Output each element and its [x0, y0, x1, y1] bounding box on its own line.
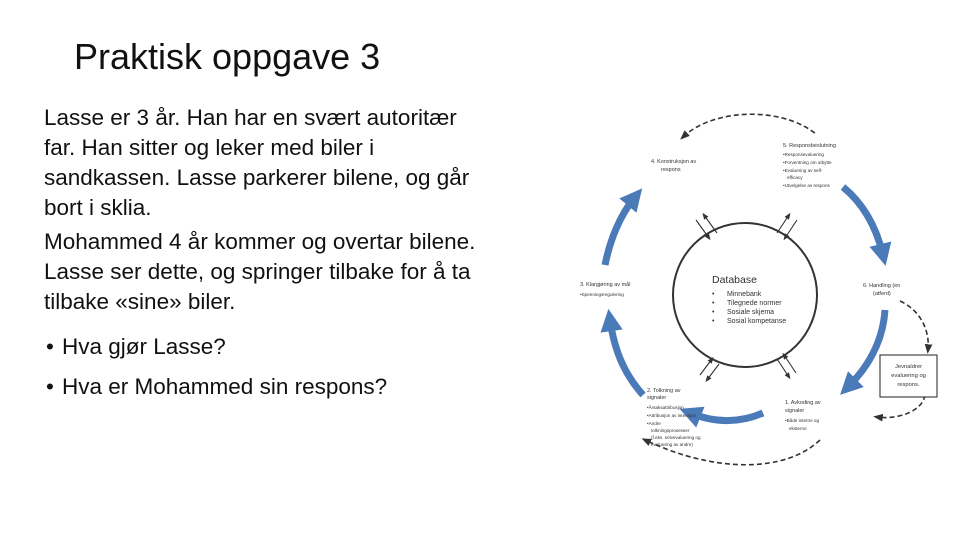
database-bullet: • — [712, 309, 715, 316]
database-bullet: • — [712, 300, 715, 307]
svg-text:respons: respons — [661, 167, 681, 173]
svg-text:evaluering av andre): evaluering av andre) — [651, 442, 693, 447]
slide-title: Praktisk oppgave 3 — [74, 36, 381, 77]
svg-text:eksterne: eksterne — [789, 426, 807, 431]
database-bullet: • — [712, 318, 715, 325]
svg-text:•Evaluering av self-: •Evaluering av self- — [783, 168, 823, 173]
step-5-label — [783, 143, 836, 188]
svg-text:4. Konstruksjon av: 4. Konstruksjon av — [651, 159, 697, 165]
cycle-arrow-top-left — [605, 197, 635, 265]
database-item: Sosiale skjema — [727, 309, 775, 316]
social-information-processing-diagram — [565, 105, 950, 475]
svg-text:1. Avkoding av: 1. Avkoding av — [785, 400, 821, 406]
dashed-loop-top — [683, 114, 817, 137]
database-title: Database — [712, 274, 757, 286]
slide-body — [44, 103, 494, 407]
paragraph-scenario: Lasse er 3 år. Han har en svært autoritær far. Han sitter og leker med biler i sandkassen. Lasse parkerer bilene, og går bort i sklia. — [44, 105, 470, 220]
svg-text:signaler: signaler — [785, 408, 805, 414]
database-item: Sosial kompetanse — [727, 318, 787, 325]
svg-text:signaler: signaler — [647, 395, 667, 401]
dashed-loop-right-out — [900, 301, 928, 350]
svg-text:Jevnaldrer: Jevnaldrer — [894, 364, 923, 370]
dashed-loop-right-in — [877, 395, 925, 418]
svg-text:(atferd): (atferd) — [873, 291, 891, 297]
svg-text:•Årsaksattribusjon: •Årsaksattribusjon — [647, 405, 684, 410]
svg-text:(f.eks. selvevaluering og: (f.eks. selvevaluering og — [651, 435, 701, 440]
step-3-label — [580, 281, 630, 297]
svg-text:•Forventning om utbytte: •Forventning om utbytte — [783, 160, 832, 165]
svg-text:•Utvelgelse av respons: •Utvelgelse av respons — [783, 183, 830, 188]
question-text: Hva gjør Lasse? — [62, 334, 226, 359]
svg-text:•Spenningsregulering: •Spenningsregulering — [580, 292, 624, 297]
database-item: Tilegnede normer — [727, 300, 782, 307]
cycle-arrow-bottom — [690, 413, 763, 421]
question-text: Hva er Mohammed sin respons? — [62, 374, 388, 399]
svg-text:evaluering og: evaluering og — [891, 373, 926, 379]
inner-arrows-bottom-left — [700, 359, 719, 380]
svg-text:•Andre: •Andre — [647, 421, 661, 426]
bullet-icon: • — [46, 374, 54, 399]
svg-text:•Attribusjon av intensjon: •Attribusjon av intensjon — [647, 413, 697, 418]
svg-text:respons.: respons. — [897, 382, 920, 388]
bullet-icon: • — [46, 334, 54, 359]
svg-text:efficacy: efficacy — [787, 175, 803, 180]
cycle-arrow-top-right — [843, 187, 883, 255]
svg-text:6. Handling (en: 6. Handling (en — [863, 283, 901, 289]
database-item: Minnebank — [727, 291, 762, 298]
svg-text:tolkningsprosesser: tolkningsprosesser — [651, 428, 690, 433]
svg-text:2. Tolkning av: 2. Tolkning av — [647, 388, 681, 394]
question-item — [44, 327, 494, 367]
question-list — [44, 327, 494, 407]
paragraph-mohammed: Mohammed 4 år kommer og overtar bilene. Lasse ser dette, og springer tilbake for å ta tilbake «sine» biler. — [44, 229, 476, 314]
cycle-arrow-left — [610, 320, 643, 395]
svg-text:3. Klargjøring av mål: 3. Klargjøring av mål — [580, 282, 631, 288]
database-bullet: • — [712, 291, 715, 298]
step-1-label — [785, 400, 821, 431]
svg-text:5. Responsbeslutning: 5. Responsbeslutning — [783, 143, 836, 149]
step-6-label — [863, 283, 900, 297]
question-item — [44, 367, 494, 407]
step-2-label — [647, 388, 701, 447]
svg-text:•Både interne og: •Både interne og — [785, 418, 820, 423]
step-4-label — [651, 159, 696, 173]
svg-text:•Responsevaluering: •Responsevaluering — [783, 152, 824, 157]
